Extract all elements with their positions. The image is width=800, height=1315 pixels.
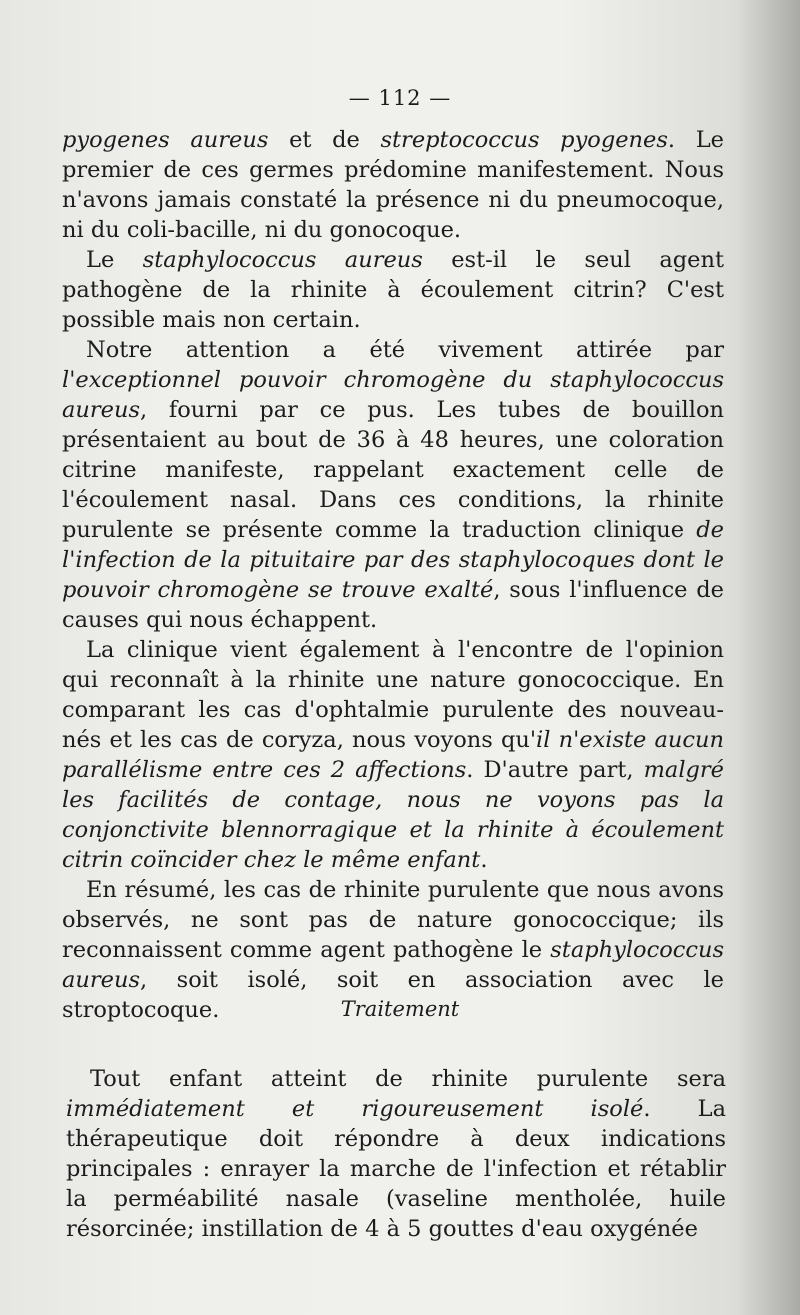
- text-run: .: [480, 847, 488, 873]
- text-run: . La thérapeutique doit répondre à deux indications principales : enrayer la marche de l'infection et rétablir la perméabilité nasale (vaseline mentholée, huile résorcinée; instillation de 4 à 5 gouttes d'eau oxygénée: [66, 1096, 726, 1242]
- italic-phrase: il n'existe aucun parallélisme entre ces 2 affections: [62, 727, 724, 783]
- italic-term: pyogenes aureus: [62, 127, 269, 153]
- text-run: Tout enfant atteint de rhinite purulente sera: [90, 1066, 726, 1092]
- body-text-continued: [66, 1064, 726, 1244]
- italic-phrase: l'exceptionnel pouvoir chromogène du staphylococcus aureus: [62, 367, 724, 423]
- text-run: La clinique vient également à l'encontre de l'opinion qui reconnaît à la rhinite une nature gonococcique. En comparant les cas d'ophtalmie purulente des nouveau-nés et les cas de coryza, nous voyons qu': [62, 637, 724, 753]
- body-text: [62, 125, 724, 1025]
- italic-term: staphylococcus aureus: [62, 937, 724, 993]
- italic-phrase: immédiatement et rigoureusement isolé: [66, 1096, 644, 1122]
- text-run: En résumé, les cas de rhinite purulente que nous avons observés, ne sont pas de nature gonococcique; ils reconnaissent comme agent pathogène le: [62, 877, 724, 963]
- text-run: Le: [86, 247, 143, 273]
- italic-phrase: malgré les facilités de contage, nous ne voyons pas la conjonctivite blennorragique et la rhinite à écoulement citrin coïncider chez le même enfant: [62, 757, 724, 873]
- section-heading: Traitement: [340, 997, 460, 1021]
- text-run: , sous l'influence de causes qui nous échappent.: [62, 577, 724, 633]
- italic-term: staphylococcus aureus: [142, 247, 423, 273]
- italic-phrase: de l'infection de la pituitaire par des staphylocoques dont le pouvoir chromogène se trouve exalté: [62, 517, 724, 603]
- text-run: . D'autre part,: [466, 757, 644, 783]
- text-run: . Le premier de ces germes prédomine manifestement. Nous n'avons jamais constaté la présence ni du pneumocoque, ni du coli-bacille, ni du gonocoque.: [62, 127, 724, 243]
- paragraph-3: [62, 335, 724, 635]
- page-number: — 112 —: [348, 86, 452, 110]
- text-run: , fourni par ce pus. Les tubes de bouillon présentaient au bout de 36 à 48 heures, une coloration citrine manifeste, rappelant exactement celle de l'écoulement nasal. Dans ces conditions, la rhinite purulente se présente comme la traduction clinique: [62, 397, 724, 543]
- text-run: et de: [268, 127, 381, 153]
- paragraph-2: [62, 245, 724, 335]
- text-run: , soit isolé, soit en association avec le stroptocoque.: [62, 967, 724, 1023]
- paragraph-4: [62, 635, 724, 875]
- text-run: Notre attention a été vivement attirée par: [86, 337, 724, 363]
- italic-term: streptococcus pyogenes: [380, 127, 668, 153]
- text-run: est-il le seul agent pathogène de la rhinite à écoulement citrin? C'est possible mais non certain.: [62, 247, 725, 333]
- paragraph-1: [62, 125, 724, 245]
- paragraph-6: [66, 1064, 726, 1244]
